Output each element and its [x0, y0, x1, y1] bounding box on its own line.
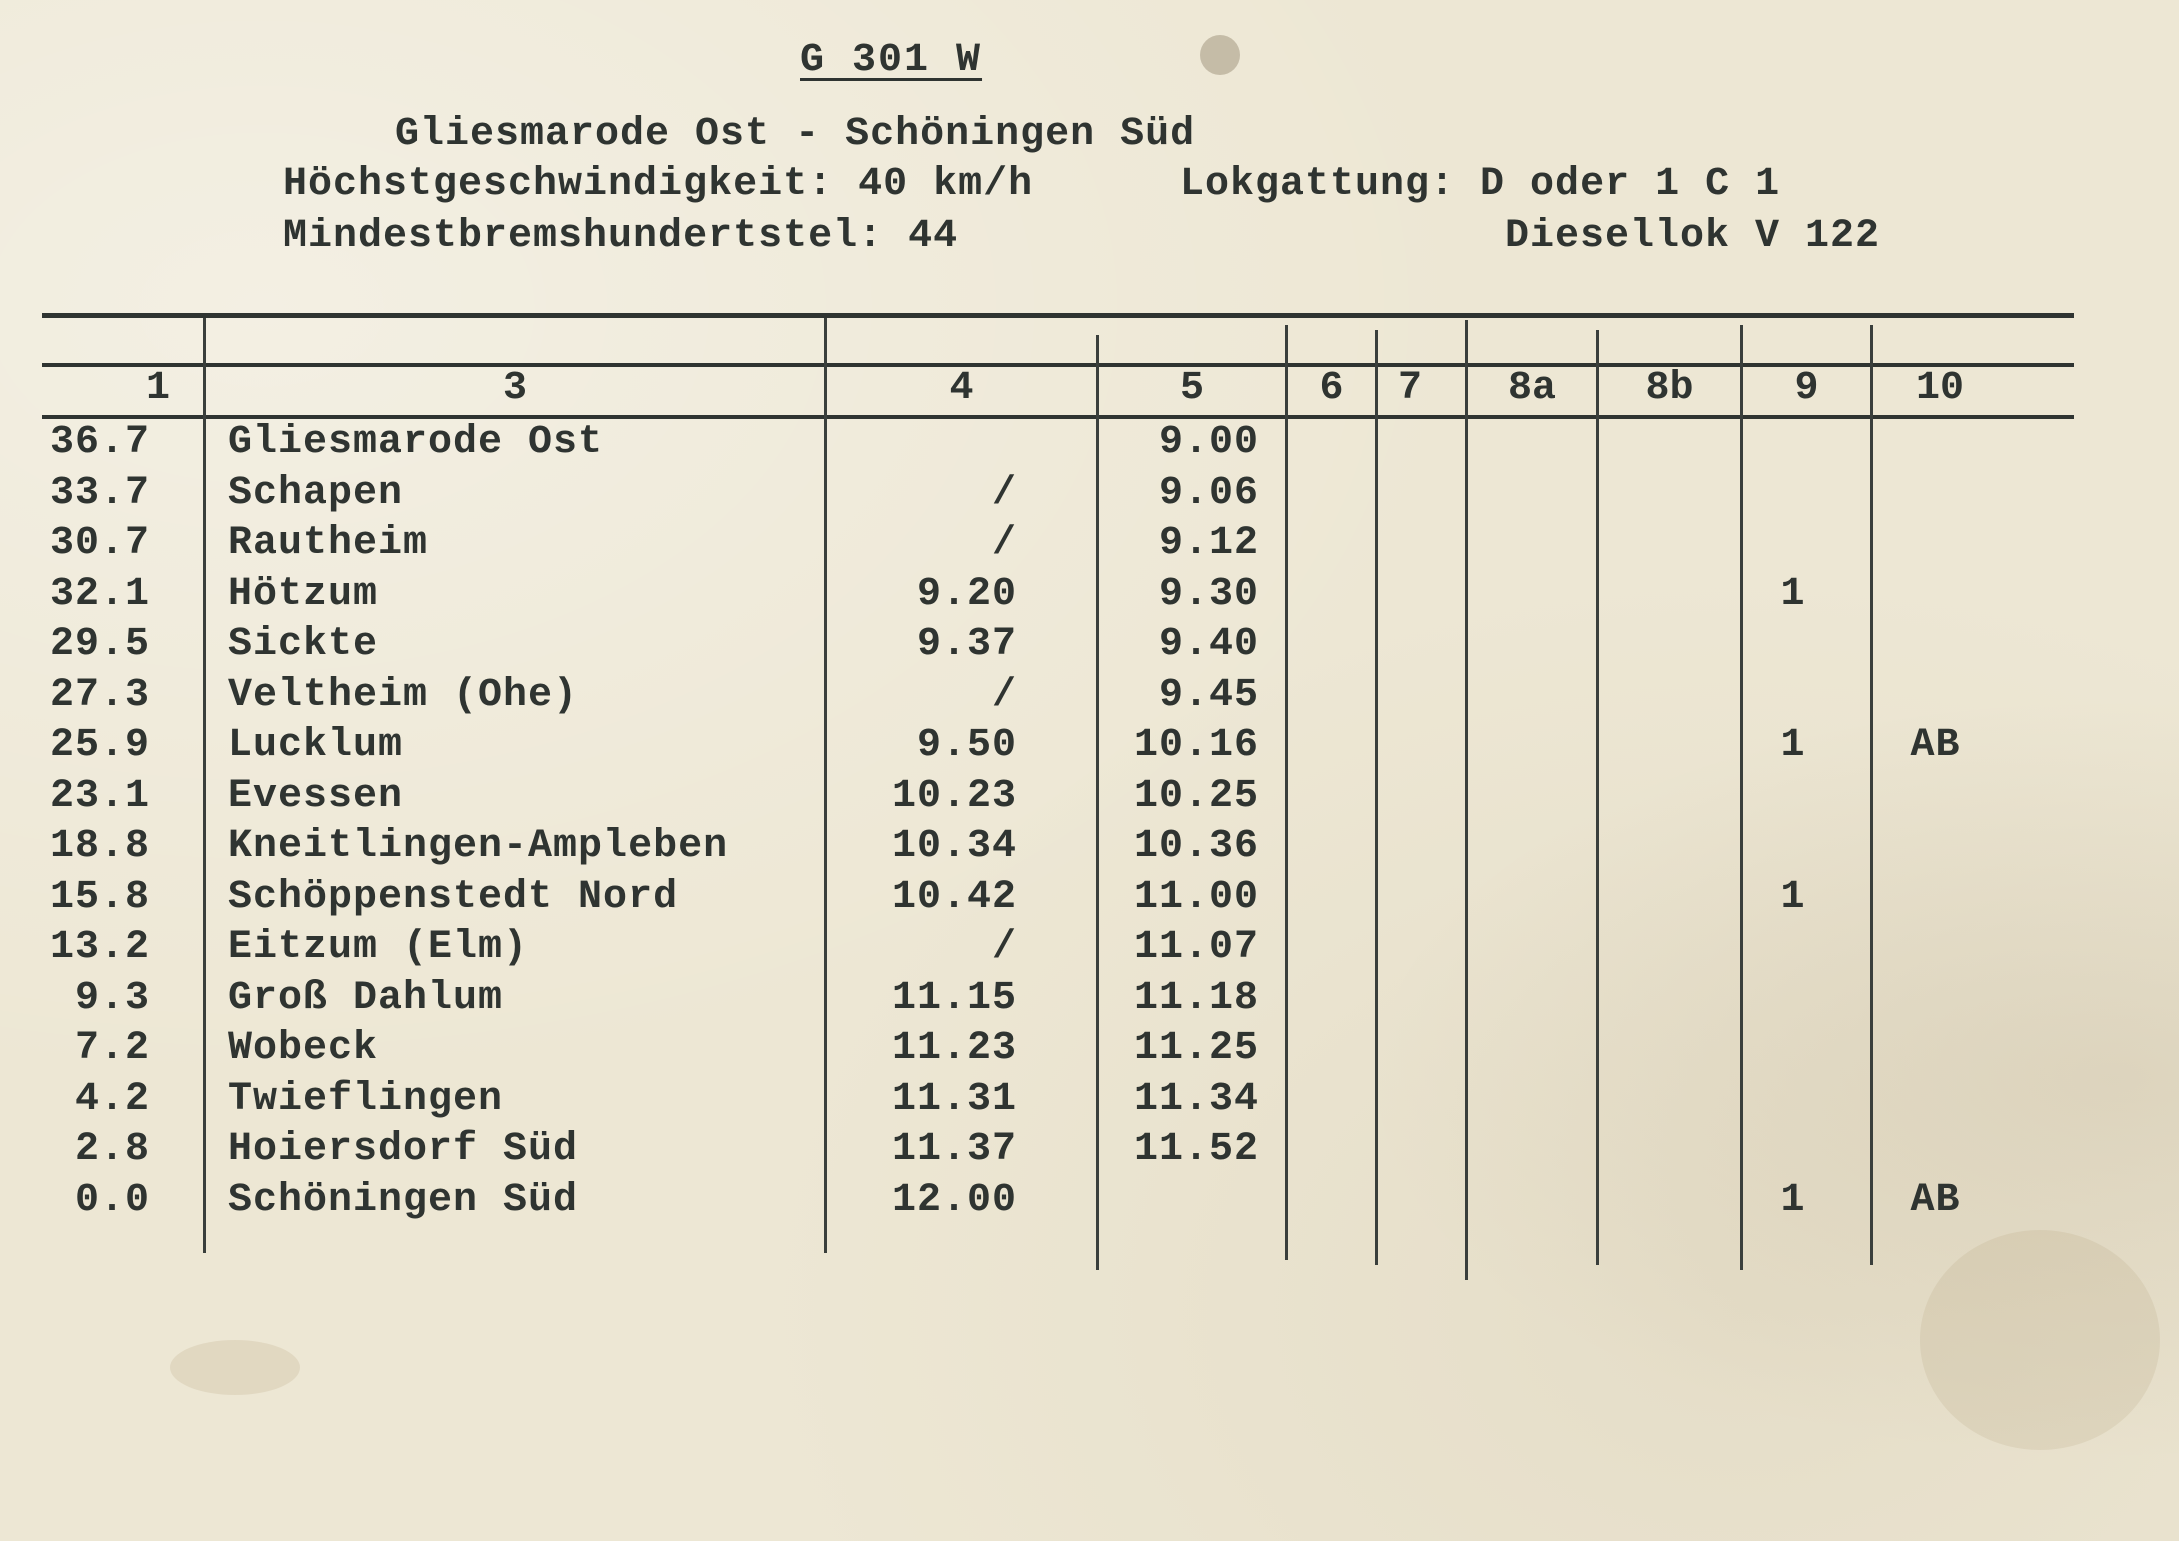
station-cell: Hötzum: [228, 571, 379, 617]
arrival-cell: 11.37: [891, 1127, 1017, 1172]
column-divider: [1285, 325, 1288, 1260]
paper-stain: [1200, 35, 1240, 75]
arrival-cell: 11.31: [891, 1076, 1017, 1122]
arrival-cell: 10.42: [891, 874, 1017, 920]
loco-class-line: Lokgattung: D oder 1 C 1: [1180, 162, 1781, 207]
station-cell: Schöppenstedt Nord: [228, 874, 679, 920]
col-head-5: 5: [1179, 366, 1204, 411]
arrival-cell: /: [991, 521, 1017, 566]
km-cell: 0.0: [74, 1177, 150, 1223]
arrival-cell: 9.37: [916, 622, 1017, 667]
departure-cell: 9.06: [1158, 470, 1259, 516]
header-bottom-rule: [42, 415, 2074, 419]
arrival-cell: 11.23: [891, 1026, 1017, 1071]
km-cell: 30.7: [49, 521, 150, 566]
route-line: Gliesmarode Ost - Schöningen Süd: [395, 112, 1196, 157]
station-cell: Twieflingen: [228, 1076, 504, 1122]
km-cell: 4.2: [74, 1076, 150, 1122]
station-cell: Lucklum: [228, 723, 404, 768]
km-cell: 15.8: [49, 874, 150, 920]
arrival-cell: /: [991, 470, 1017, 516]
arrival-cell: 10.34: [891, 824, 1017, 869]
column-divider: [1740, 325, 1743, 1270]
train-number-title: G 301 W: [800, 38, 983, 83]
km-cell: 13.2: [49, 925, 150, 970]
km-cell: 29.5: [49, 622, 150, 667]
col-head-8a: 8a: [1507, 366, 1556, 411]
departure-cell: 9.40: [1158, 622, 1259, 667]
col-head-1: 1: [145, 366, 170, 411]
departure-cell: 10.25: [1133, 773, 1259, 819]
station-cell: Gliesmarode Ost: [228, 420, 604, 465]
table-top-rule: [42, 313, 2074, 318]
col10-cell: AB: [1910, 723, 1961, 768]
arrival-cell: /: [991, 925, 1017, 970]
paper-stain: [1920, 1230, 2160, 1450]
col9-cell: 1: [1780, 874, 1806, 920]
arrival-cell: 9.50: [916, 723, 1017, 768]
col10-cell: AB: [1910, 1177, 1961, 1223]
arrival-cell: /: [991, 672, 1017, 718]
departure-cell: 9.12: [1158, 521, 1259, 566]
paper-stain: [170, 1340, 300, 1395]
col9-cell: 1: [1780, 1177, 1806, 1223]
col-head-6: 6: [1319, 366, 1344, 411]
arrival-cell: 10.23: [891, 773, 1017, 819]
km-cell: 27.3: [49, 672, 150, 718]
station-cell: Groß Dahlum: [228, 975, 504, 1021]
column-divider: [1596, 330, 1599, 1265]
column-divider: [1870, 325, 1873, 1265]
km-cell: 25.9: [49, 723, 150, 768]
departure-cell: 10.36: [1133, 824, 1259, 869]
station-cell: Kneitlingen-Ampleben: [228, 824, 729, 869]
station-cell: Hoiersdorf Süd: [228, 1127, 579, 1172]
max-speed-line: Höchstgeschwindigkeit: 40 km/h: [283, 162, 1034, 207]
departure-cell: 11.07: [1133, 925, 1259, 970]
column-divider: [1465, 320, 1468, 1280]
departure-cell: 11.00: [1133, 874, 1259, 920]
station-cell: Veltheim (Ohe): [228, 672, 579, 718]
km-cell: 18.8: [49, 824, 150, 869]
station-cell: Schapen: [228, 470, 404, 516]
departure-cell: 11.34: [1133, 1076, 1259, 1122]
column-divider: [1375, 330, 1378, 1265]
km-cell: 23.1: [49, 773, 150, 819]
col9-cell: 1: [1780, 723, 1806, 768]
col-head-4: 4: [949, 366, 974, 411]
station-cell: Rautheim: [228, 521, 429, 566]
km-cell: 32.1: [49, 571, 150, 617]
departure-cell: 9.00: [1158, 420, 1259, 465]
col-head-10: 10: [1915, 366, 1964, 411]
km-cell: 2.8: [74, 1127, 150, 1172]
arrival-cell: 9.20: [916, 571, 1017, 617]
km-cell: 9.3: [74, 975, 150, 1021]
station-cell: Schöningen Süd: [228, 1177, 579, 1223]
station-cell: Sickte: [228, 622, 379, 667]
km-cell: 33.7: [49, 470, 150, 516]
arrival-cell: 12.00: [891, 1177, 1017, 1223]
diesel-line: Diesellok V 122: [1505, 214, 1881, 259]
departure-cell: 11.25: [1133, 1026, 1259, 1071]
col-head-9: 9: [1794, 366, 1819, 411]
departure-cell: 11.52: [1133, 1127, 1259, 1172]
arrival-cell: 11.15: [891, 975, 1017, 1021]
col-head-7: 7: [1397, 366, 1422, 411]
km-cell: 36.7: [49, 420, 150, 465]
departure-cell: 9.45: [1158, 672, 1259, 718]
col-head-3: 3: [502, 366, 527, 411]
station-cell: Wobeck: [228, 1026, 379, 1071]
column-divider: [203, 318, 206, 1253]
col-head-8b: 8b: [1645, 366, 1694, 411]
km-cell: 7.2: [74, 1026, 150, 1071]
station-cell: Evessen: [228, 773, 404, 819]
col9-cell: 1: [1780, 571, 1806, 617]
departure-cell: 9.30: [1158, 571, 1259, 617]
station-cell: Eitzum (Elm): [228, 925, 529, 970]
departure-cell: 10.16: [1133, 723, 1259, 768]
departure-cell: 11.18: [1133, 975, 1259, 1021]
min-brake-line: Mindestbremshundertstel: 44: [283, 214, 959, 259]
